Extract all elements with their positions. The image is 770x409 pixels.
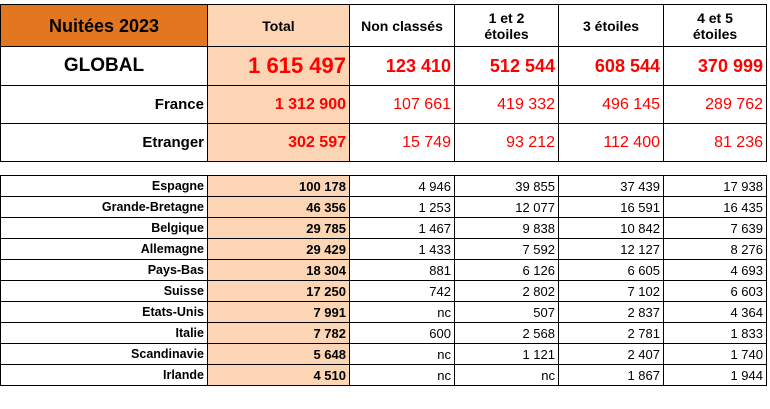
cell-4-5-etoiles: 1 944 [664,365,767,386]
cell-non-classes: nc [350,365,455,386]
country-total: 18 304 [208,260,350,281]
cell-4-5-etoiles: 4 693 [664,260,767,281]
cell-3-etoiles: 1 867 [559,365,664,386]
cell-3-etoiles: 7 102 [559,281,664,302]
row-label: France [1,86,208,124]
country-total: 7 782 [208,323,350,344]
cell-non-classes: nc [350,302,455,323]
cell-3-etoiles: 37 439 [559,176,664,197]
summary-table [0,4,767,162]
cell-3-etoiles: 2 407 [559,344,664,365]
cell-3-etoiles: 12 127 [559,239,664,260]
cell-non-classes: 4 946 [350,176,455,197]
cell-non-classes: 15 749 [350,124,455,162]
country-total: 29 429 [208,239,350,260]
cell-non-classes: 881 [350,260,455,281]
row-total: 1 312 900 [208,86,350,124]
cell-non-classes: 600 [350,323,455,344]
cell-1-2-etoiles: 93 212 [455,124,559,162]
cell-4-5-etoiles: 7 639 [664,218,767,239]
cell-1-2-etoiles: 39 855 [455,176,559,197]
row-france [1,86,767,124]
table-row [1,176,767,197]
cell-3-etoiles: 2 781 [559,323,664,344]
cell-non-classes: 1 253 [350,197,455,218]
cell-non-classes: 1 433 [350,239,455,260]
cell-1-2-etoiles: 512 544 [455,47,559,86]
table-title: Nuitées 2023 [1,5,208,47]
country-name: Belgique [1,218,208,239]
table-row [1,281,767,302]
country-total: 4 510 [208,365,350,386]
country-name: Irlande [1,365,208,386]
cell-3-etoiles: 6 605 [559,260,664,281]
header-row [1,5,767,47]
cell-4-5-etoiles: 8 276 [664,239,767,260]
row-label: Etranger [1,124,208,162]
cell-1-2-etoiles: 2 568 [455,323,559,344]
country-name: Suisse [1,281,208,302]
cell-4-5-etoiles: 289 762 [664,86,767,124]
cell-4-5-etoiles: 17 938 [664,176,767,197]
cell-non-classes: 107 661 [350,86,455,124]
table-row [1,218,767,239]
cell-non-classes: nc [350,344,455,365]
table-row [1,365,767,386]
cell-1-2-etoiles: 2 802 [455,281,559,302]
cell-1-2-etoiles: nc [455,365,559,386]
cell-3-etoiles: 112 400 [559,124,664,162]
cell-1-2-etoiles: 9 838 [455,218,559,239]
country-name: Etats-Unis [1,302,208,323]
country-total: 5 648 [208,344,350,365]
table-row [1,239,767,260]
cell-4-5-etoiles: 1 740 [664,344,767,365]
cell-1-2-etoiles: 1 121 [455,344,559,365]
cell-1-2-etoiles: 6 126 [455,260,559,281]
country-total: 7 991 [208,302,350,323]
cell-4-5-etoiles: 6 603 [664,281,767,302]
row-label: GLOBAL [1,47,208,86]
table-row [1,302,767,323]
country-name: Scandinavie [1,344,208,365]
cell-non-classes: 1 467 [350,218,455,239]
cell-4-5-etoiles: 16 435 [664,197,767,218]
cell-non-classes: 742 [350,281,455,302]
cell-3-etoiles: 496 145 [559,86,664,124]
table-row [1,197,767,218]
row-etranger [1,124,767,162]
country-name: Italie [1,323,208,344]
cell-3-etoiles: 2 837 [559,302,664,323]
country-total: 29 785 [208,218,350,239]
cell-1-2-etoiles: 419 332 [455,86,559,124]
cell-4-5-etoiles: 4 364 [664,302,767,323]
cell-3-etoiles: 16 591 [559,197,664,218]
country-table [0,175,767,386]
cell-3-etoiles: 608 544 [559,47,664,86]
country-name: Grande-Bretagne [1,197,208,218]
table-row [1,323,767,344]
cell-non-classes: 123 410 [350,47,455,86]
cell-3-etoiles: 10 842 [559,218,664,239]
cell-1-2-etoiles: 7 592 [455,239,559,260]
cell-4-5-etoiles: 370 999 [664,47,767,86]
row-global [1,47,767,86]
country-name: Espagne [1,176,208,197]
cell-4-5-etoiles: 1 833 [664,323,767,344]
country-name: Allemagne [1,239,208,260]
country-name: Pays-Bas [1,260,208,281]
country-total: 17 250 [208,281,350,302]
table-row [1,344,767,365]
col-header-1-2-etoiles: 1 et 2 étoiles [455,5,559,47]
col-header-non-classes: Non classés [350,5,455,47]
country-total: 46 356 [208,197,350,218]
cell-1-2-etoiles: 12 077 [455,197,559,218]
cell-4-5-etoiles: 81 236 [664,124,767,162]
col-header-4-5-etoiles: 4 et 5 étoiles [664,5,767,47]
cell-1-2-etoiles: 507 [455,302,559,323]
row-total: 302 597 [208,124,350,162]
table-row [1,260,767,281]
country-total: 100 178 [208,176,350,197]
row-total: 1 615 497 [208,47,350,86]
col-header-total: Total [208,5,350,47]
col-header-3-etoiles: 3 étoiles [559,5,664,47]
